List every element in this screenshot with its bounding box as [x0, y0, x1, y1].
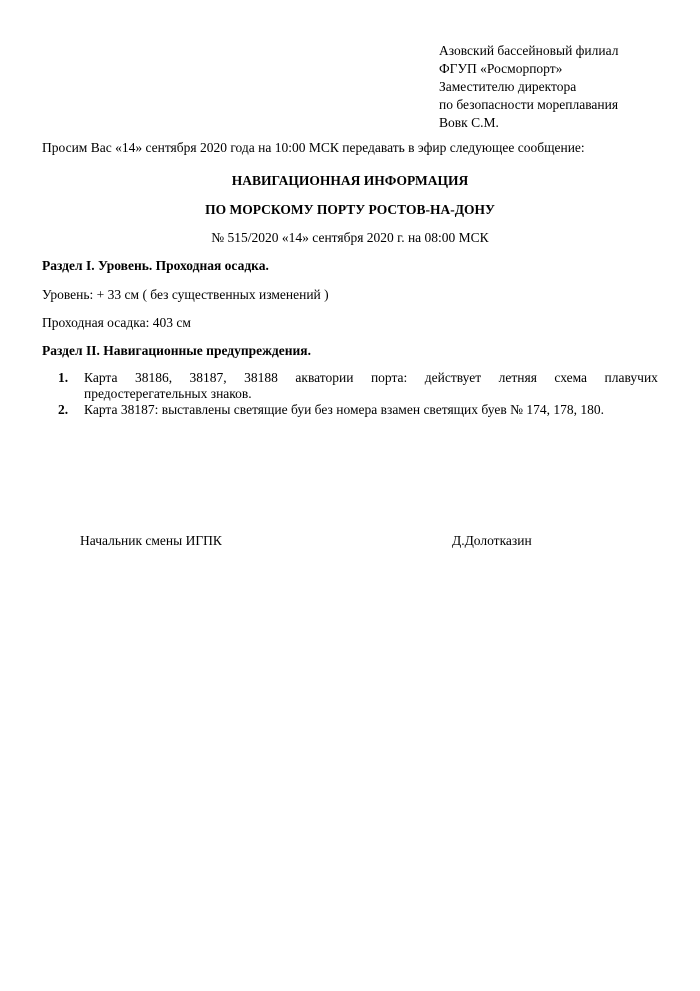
addressee-line: Азовский бассейновый филиал	[439, 43, 619, 58]
signatory-name: Д.Долотказин	[452, 533, 532, 548]
word: схема	[554, 370, 588, 385]
passage-draft: Проходная осадка: 403 см	[42, 315, 191, 330]
addressee-line: по безопасности мореплавания	[439, 97, 619, 112]
addressee-line: Вовк С.М.	[439, 115, 499, 130]
document-subtitle: ПО МОРСКОМУ ПОРТУ РОСТОВ-НА-ДОНУ	[205, 202, 495, 217]
list-item	[42, 370, 658, 402]
list-item-text-line	[84, 370, 658, 386]
word: 38188	[244, 370, 278, 385]
section-heading-warnings: Раздел II. Навигационные предупреждения.	[42, 343, 311, 358]
word: порта:	[370, 370, 408, 385]
list-item-text-line: предостерегательных знаков.	[84, 386, 252, 401]
addressee-line: ФГУП «Росморпорт»	[439, 61, 563, 76]
addressee-line: Заместителю директора	[439, 79, 577, 94]
word: акватории	[295, 370, 354, 385]
list-item-text: Карта 38187: выставлены светящие буи без номера взамен светящих буев № 174, 178, 180.	[84, 402, 604, 417]
word: 38186,	[134, 370, 173, 385]
word: плавучих	[604, 370, 658, 385]
word: Карта	[84, 370, 118, 385]
list-item	[42, 402, 658, 418]
signatory-position: Начальник смены ИГПК	[80, 533, 222, 548]
word: действует	[424, 370, 482, 385]
message-number: № 515/2020 «14» сентября 2020 г. на 08:00 МСК	[211, 230, 489, 245]
addressee-block	[439, 42, 618, 132]
warnings-list	[42, 370, 658, 418]
list-item-number: 1.	[58, 370, 69, 385]
word: летняя	[498, 370, 537, 385]
water-level: Уровень: + 33 см ( без существенных изменений )	[42, 287, 329, 302]
document-title: НАВИГАЦИОННАЯ ИНФОРМАЦИЯ	[231, 173, 469, 188]
word: 38187,	[189, 370, 227, 385]
section-heading-level: Раздел I. Уровень. Проходная осадка.	[42, 258, 269, 273]
request-text: Просим Вас «14» сентября 2020 года на 10:00 МСК передавать в эфир следующее сообщение:	[42, 140, 585, 155]
list-item-number: 2.	[58, 402, 69, 417]
